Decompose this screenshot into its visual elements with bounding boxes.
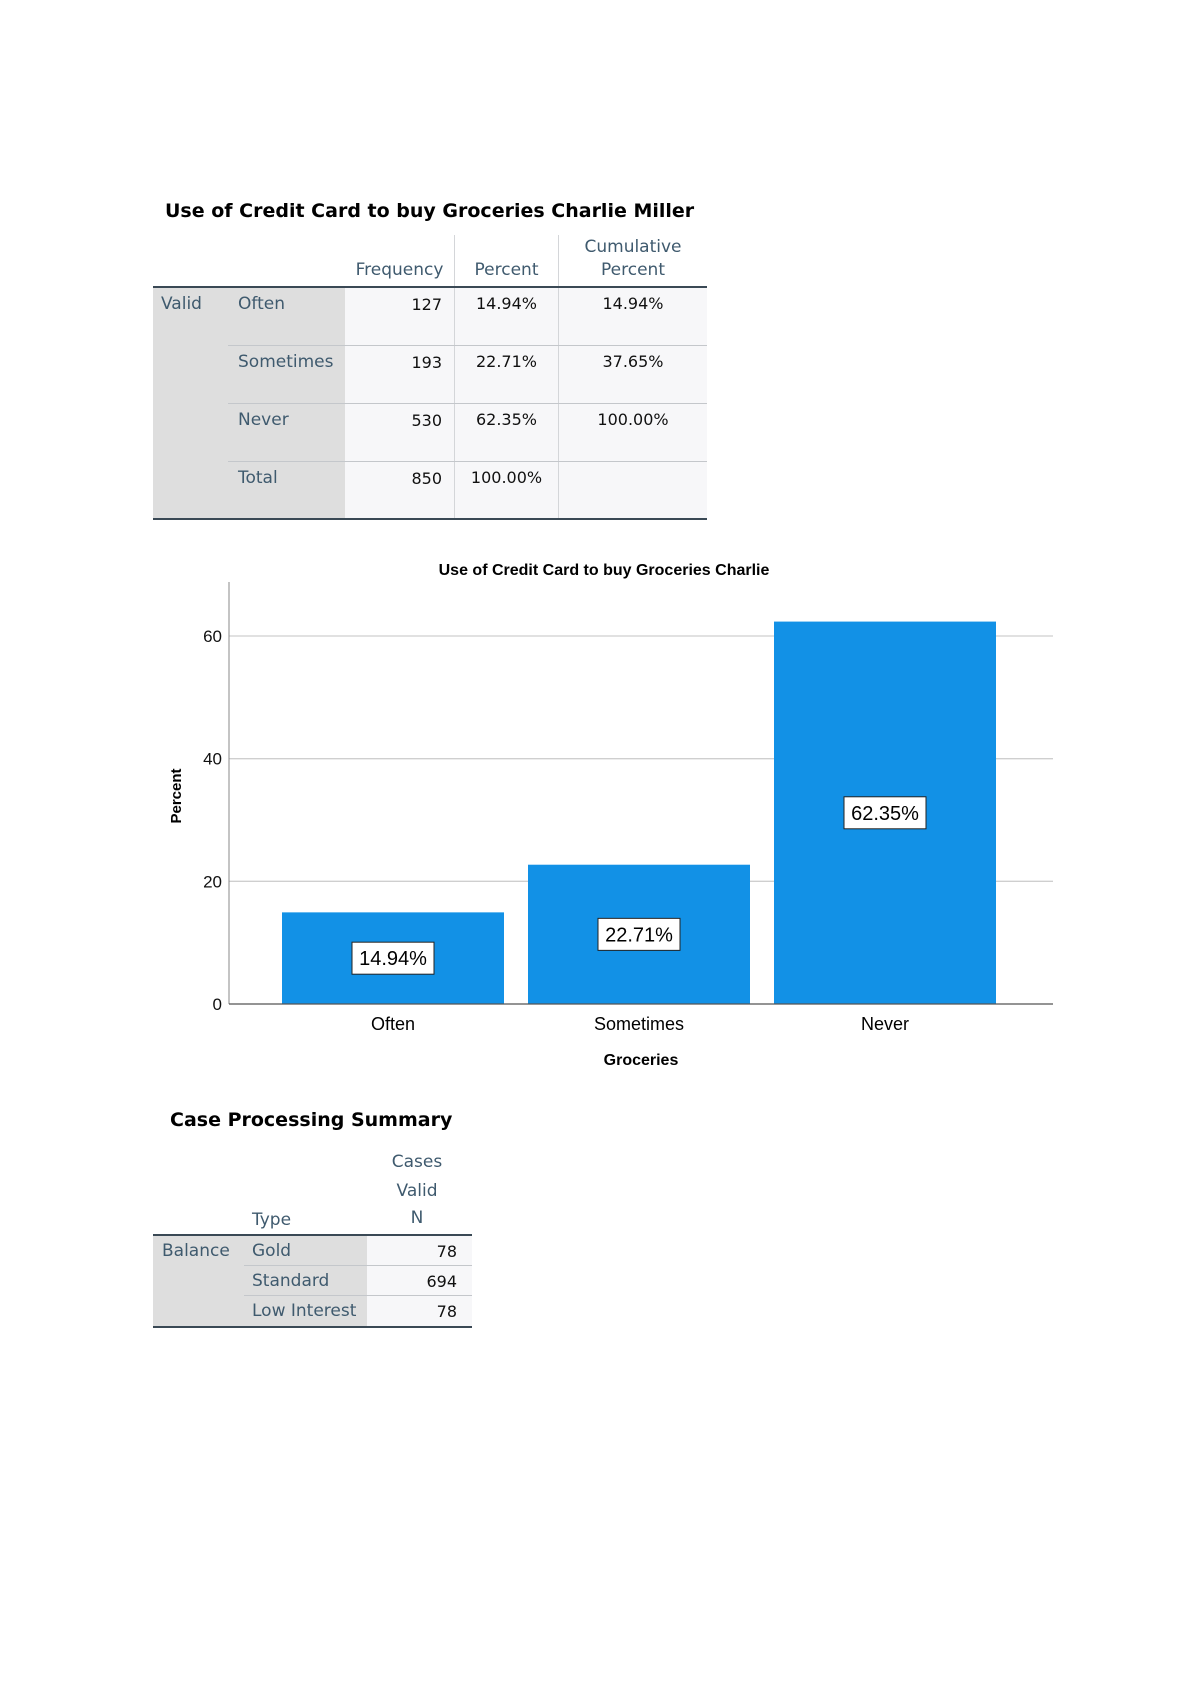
- x-axis-title: Groceries: [603, 1052, 679, 1069]
- case-n-value: 694: [426, 1272, 457, 1291]
- case-row-label: Gold: [252, 1241, 292, 1261]
- row-label: Never: [238, 410, 289, 430]
- data-label-text: 14.94%: [359, 948, 427, 971]
- row-divider: [228, 403, 707, 404]
- header-type: Type: [252, 1210, 292, 1230]
- case-row-label: Low Interest: [252, 1301, 357, 1321]
- x-tick-label: Often: [370, 1014, 416, 1034]
- y-tick-label: 60: [203, 627, 222, 646]
- y-tick-labels: [203, 627, 222, 1014]
- y-tick-label: 0: [212, 995, 222, 1014]
- header-cumulative-percent: [559, 236, 707, 282]
- header-cumulative-line2: Percent: [601, 260, 665, 280]
- cumulative-value: 37.65%: [602, 352, 664, 371]
- row-divider: [228, 461, 707, 462]
- header-valid: Valid: [396, 1181, 438, 1201]
- data-label-text: 22.71%: [605, 924, 673, 947]
- percent-value: 22.71%: [475, 352, 537, 371]
- case-n-value: 78: [436, 1242, 457, 1261]
- frequency-total: 850: [411, 469, 442, 488]
- frequency-table-title: Use of Credit Card to buy Groceries Charlie Miller: [165, 200, 695, 222]
- header-cases: Cases: [391, 1152, 443, 1172]
- data-label: [844, 797, 926, 829]
- bar-chart: [0, 540, 1200, 1100]
- case-n-value: 78: [436, 1302, 457, 1321]
- cumulative-value: 14.94%: [602, 294, 664, 313]
- x-tick-label: Never: [860, 1014, 910, 1034]
- case-row-divider: [244, 1265, 472, 1266]
- percent-value: 14.94%: [475, 294, 537, 313]
- y-tick-label: 20: [203, 872, 222, 892]
- case-bottom-rule: [153, 1326, 472, 1328]
- y-tick-label: 40: [203, 749, 222, 769]
- data-label: [598, 918, 680, 950]
- row-label-total: Total: [238, 468, 278, 488]
- case-row-label: Standard: [252, 1271, 330, 1291]
- percent-total: 100.00%: [470, 468, 543, 487]
- x-tick-labels: [371, 1014, 909, 1034]
- case-top-rule: [153, 1234, 472, 1236]
- header-frequency: Frequency: [355, 260, 444, 280]
- percent-value: 62.35%: [475, 410, 537, 429]
- case-summary-title: Case Processing Summary: [170, 1109, 453, 1131]
- cumulative-value: 100.00%: [597, 410, 669, 429]
- frequency-value: 530: [411, 411, 442, 430]
- data-label: [352, 942, 434, 974]
- group-label-valid: Valid: [161, 294, 202, 314]
- header-n: N: [410, 1208, 424, 1228]
- data-label-text: 62.35%: [851, 802, 919, 825]
- header-cumulative-line1: Cumulative: [584, 237, 682, 257]
- y-axis-title: Percent: [168, 768, 185, 824]
- table-bottom-rule: [153, 518, 707, 520]
- row-label: Sometimes: [238, 352, 334, 372]
- row-divider: [228, 345, 707, 346]
- table-top-rule: [153, 286, 707, 288]
- row-label: Often: [238, 294, 285, 314]
- frequency-value: 193: [411, 353, 442, 372]
- group-label-balance: Balance: [162, 1241, 230, 1261]
- case-row-divider: [244, 1295, 472, 1296]
- chart-title: Use of Credit Card to buy Groceries Charlie: [438, 562, 770, 579]
- x-tick-label: Sometimes: [593, 1014, 685, 1034]
- header-percent: Percent: [474, 260, 539, 280]
- frequency-value: 127: [411, 295, 442, 314]
